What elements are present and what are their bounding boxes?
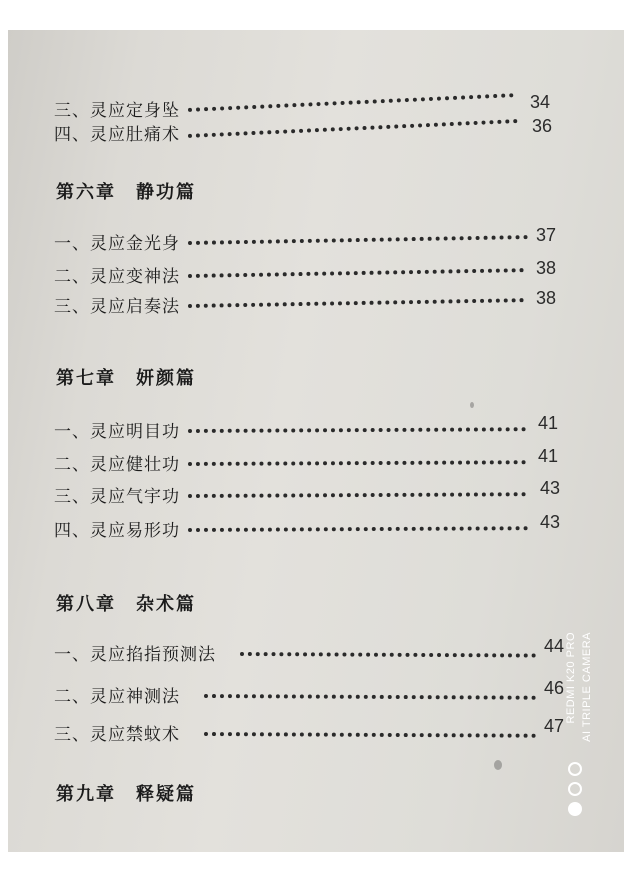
toc-entry (8, 446, 624, 476)
chapter-title: 释疑篇 (136, 784, 196, 805)
chapter-heading (56, 780, 196, 806)
toc-entry (8, 512, 624, 542)
toc-entry-page: 38 (536, 288, 557, 308)
toc-entry-label: 三、灵应启奏法 (54, 297, 180, 317)
chapter-number: 第七章 (56, 368, 116, 389)
toc-entry-label: 四、灵应易形功 (54, 521, 180, 541)
dot-leader (188, 460, 526, 466)
toc-entry-label: 四、灵应肚痛术 (54, 125, 180, 145)
toc-entry-label: 一、灵应明目功 (54, 422, 180, 442)
dot-leader (188, 119, 518, 138)
toc-entry-label: 二、灵应健壮功 (54, 455, 180, 475)
toc-entry-page: 38 (536, 258, 557, 278)
toc-entry-label: 一、灵应金光身 (54, 234, 180, 254)
book-page (8, 30, 624, 852)
chapter-number: 第八章 (56, 594, 116, 615)
toc-entry-page: 41 (538, 413, 559, 433)
toc-entry (8, 413, 624, 443)
toc-entry-label: 一、灵应掐指预测法 (54, 645, 216, 665)
chapter-heading (56, 178, 196, 204)
toc-entry-label: 三、灵应气宇功 (54, 487, 180, 507)
toc-entry-page: 43 (540, 478, 561, 498)
toc-entry-page: 37 (536, 225, 557, 245)
chapter-title: 妍颜篇 (136, 368, 196, 389)
toc-entry-page: 43 (540, 512, 561, 532)
chapter-heading (56, 590, 196, 616)
chapter-heading (56, 364, 196, 390)
solid-dot-icon (568, 802, 582, 816)
toc-entry (8, 288, 624, 318)
dot-leader (188, 427, 526, 433)
chapter-number: 第九章 (56, 784, 116, 805)
toc-entry (8, 716, 624, 746)
ring-dot-icon (568, 782, 582, 796)
toc-entry (8, 225, 624, 255)
toc-entry-label: 二、灵应变神法 (54, 267, 180, 287)
toc-entry-label: 三、灵应定身坠 (54, 101, 180, 121)
toc-entry (8, 636, 624, 666)
dot-leader (204, 694, 536, 700)
toc-entry (8, 478, 624, 508)
toc-entry-page: 46 (544, 678, 565, 698)
toc-entry (8, 678, 624, 708)
dot-leader (204, 732, 536, 738)
dot-leader (188, 526, 528, 532)
ring-dot-icon (568, 762, 582, 776)
watermark-camera: AI TRIPLE CAMERA (581, 632, 593, 742)
chapter-number: 第六章 (56, 182, 116, 203)
chapter-title: 杂术篇 (136, 594, 196, 615)
watermark-model: REDMI K20 PRO (565, 632, 577, 724)
dot-leader (240, 652, 536, 658)
dot-leader (188, 298, 524, 308)
toc-entry-page: 34 (530, 92, 551, 112)
ink-smudge (494, 760, 502, 770)
dot-leader (188, 93, 514, 112)
dot-leader (188, 492, 526, 498)
lens-dots-icon (568, 762, 582, 822)
toc-entry-page: 36 (532, 116, 553, 136)
toc-entry (8, 258, 624, 288)
toc-entry-label: 二、灵应神测法 (54, 687, 180, 707)
toc-entry-page: 47 (544, 716, 565, 736)
chapter-title: 静功篇 (136, 182, 196, 203)
dot-leader (188, 268, 524, 278)
ink-smudge (470, 402, 474, 408)
dot-leader (188, 235, 528, 245)
toc-entry-label: 三、灵应禁蚊术 (54, 725, 180, 745)
toc-entry-page: 41 (538, 446, 559, 466)
toc-entry (8, 116, 624, 146)
toc-entry-page: 44 (544, 636, 565, 656)
camera-watermark (562, 632, 632, 832)
